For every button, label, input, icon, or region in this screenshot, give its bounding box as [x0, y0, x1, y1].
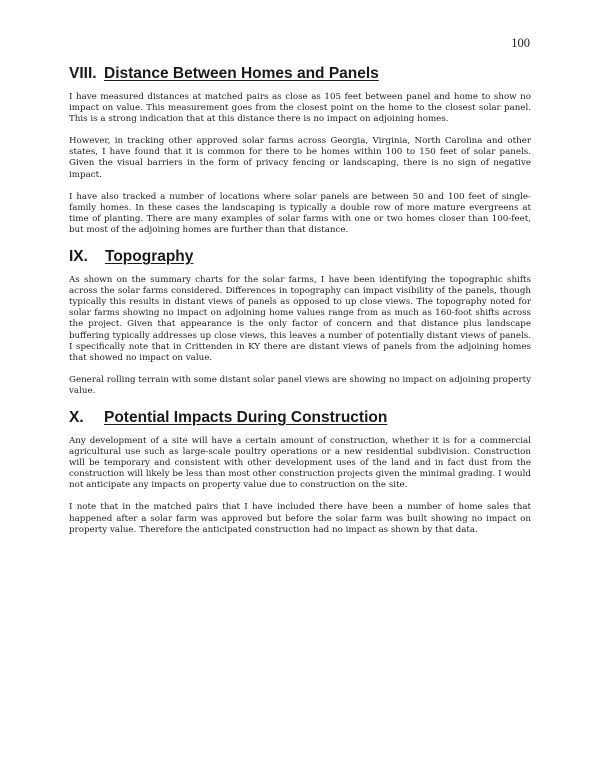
section-number: VIII.	[69, 65, 97, 82]
paragraph: General rolling terrain with some distant solar panel views are showing no impact on adjoining property value.	[69, 374, 531, 396]
section-title: Distance Between Homes and Panels	[104, 65, 379, 82]
paragraph: As shown on the summary charts for the solar farms, I have been identifying the topographic shifts across the solar farms considered. Differences in topography can impact visibility of the panels, though typically this results in distant views of panels as opposed to up close views. The topography noted for solar farms showing no impact on adjoining home values range from as much as 160-foot shifts across the project. Given that appearance is the only factor of concern and that distance plus landscape buffering typically addresses up close views, this leaves a number of potentially distant views of panels. I specifically note that in Crittenden in KY there are distant views of panels from the adjoining homes that showed no impact on value.	[69, 275, 531, 363]
section-title: Potential Impacts During Construction	[104, 408, 388, 426]
document-body	[69, 64, 531, 547]
section-heading-construction	[69, 408, 531, 428]
paragraph: Any development of a site will have a certain amount of construction, whether it is for a commercial agricultural use such as large-scale poultry operations or a new residential subdivision. Construction will be temporary and consistent with other development uses of the land and in fact dust from the construction will likely be less than most other construction projects given the minimal grading. I would not anticipate any impacts on property value due to construction on the site.	[69, 435, 531, 491]
paragraph: I have also tracked a number of locations where solar panels are between 50 and 100 feet of single-family homes. In these cases the landscaping is typically a double row of more mature evergreens at time of planting. There are many examples of solar farms with one or two homes closer than 100-feet, but most of the adjoining homes are further than that distance.	[69, 191, 531, 235]
section-title: Topography	[105, 248, 194, 266]
paragraph: I have measured distances at matched pairs as close as 105 feet between panel and home to show no impact on value. This measurement goes from the closest point on the home to the closest solar panel. This is a strong indication that at this distance there is no impact on adjoining homes.	[69, 92, 531, 125]
section-number: IX.	[69, 248, 88, 266]
section-heading-distance	[69, 64, 531, 84]
paragraph: I note that in the matched pairs that I have included there have been a number of home sales that happened after a solar farm was approved but before the solar farm was built showing no impact on property value. Therefore the anticipated construction had no impact as shown by that data.	[69, 502, 531, 535]
section-number: X.	[69, 408, 84, 426]
paragraph: However, in tracking other approved solar farms across Georgia, Virginia, North Carolina and other states, I have found that it is common for there to be homes within 100 to 150 feet of solar panels. Given the visual barriers in the form of privacy fencing or landscaping, there is no sign of negative impact.	[69, 136, 531, 180]
page-number: 100	[511, 36, 530, 50]
section-heading-topography	[69, 247, 531, 267]
